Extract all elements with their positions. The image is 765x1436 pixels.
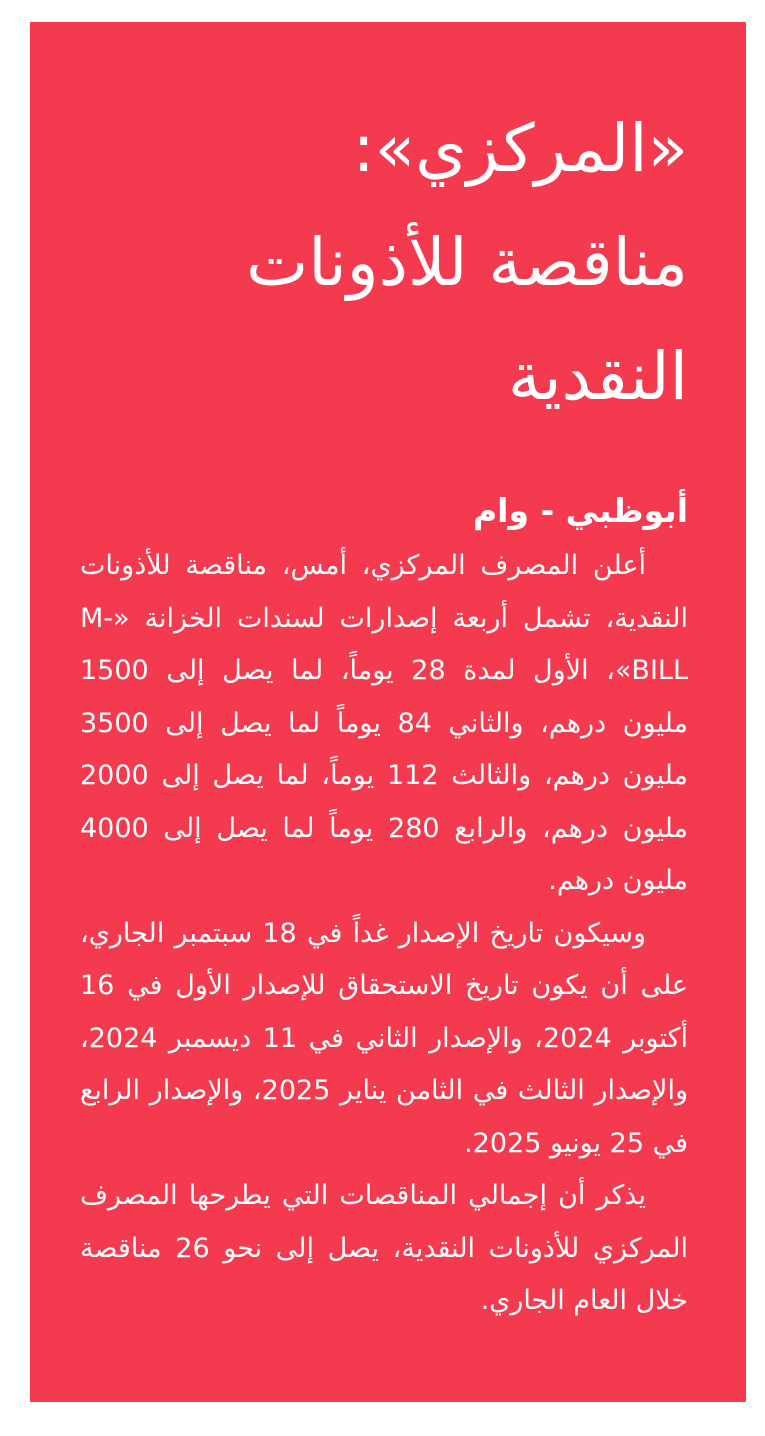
paragraph: أعلن المصرف المركزي، أمس، مناقصة للأذونات النقدية، تشمل أربعة إصدارات لسندات الخزانة «M-BILL»، الأول لمدة 28 يوماً، لما يصل إلى 1500 مليون درهم، والثاني 84 يوماً لما يصل إلى 3500 مليون درهم، والثالث 112 يوماً، لما يصل إلى 2000 مليون درهم، والرابع 280 يوماً لما يصل إلى 4000 مليون درهم. <box>80 550 689 896</box>
paragraph: يذكر أن إجمالي المناقصات التي يطرحها المصرف المركزي للأذونات النقدية، يصل إلى نحو 26 مناقصة خلال العام الجاري. <box>80 1180 688 1316</box>
news-card <box>30 22 746 1402</box>
paragraph: وسيكون تاريخ الإصدار غداً في 18 سبتمبر الجاري، على أن يكون تاريخ الاستحقاق للإصدار الأول في 16 أكتوبر 2024، والإصدار الثاني في 11 ديسمبر 2024، والإصدار الثالث في الثامن يناير 2025، والإصدار الرابع في 25 يونيو 2025. <box>80 917 688 1159</box>
headline-line: النقدية <box>507 338 688 415</box>
headline-line: مناقصة للأذونات <box>246 224 688 301</box>
headline <box>80 92 688 434</box>
dateline: أبوظبي - وام <box>472 491 688 530</box>
headline-line: «المركزي»: <box>352 110 688 187</box>
article-body <box>80 540 688 1328</box>
